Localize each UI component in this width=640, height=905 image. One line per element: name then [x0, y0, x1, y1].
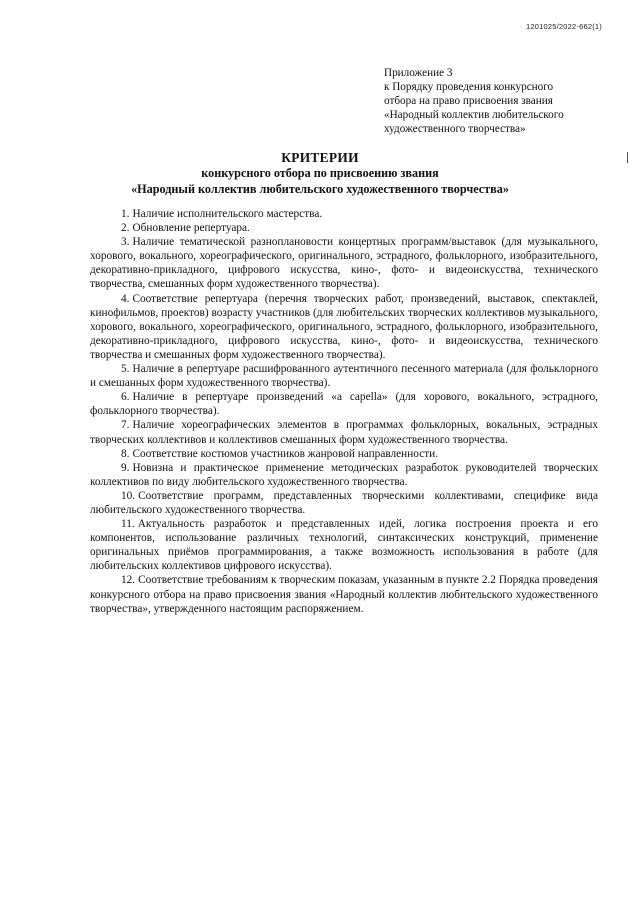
criterion-number: 9.	[121, 461, 130, 474]
criterion-text: Новизна и практическое применение методических разработок руководителей творческих коллективов по виду любительского художественного творчества.	[90, 461, 598, 488]
criterion-number: 6.	[121, 391, 130, 404]
appendix-line: художественного творчества»	[384, 123, 526, 136]
title-subheading-2: «Народный коллектив любительского художественного творчества»	[131, 181, 509, 196]
criterion-item	[90, 418, 598, 446]
criterion-item	[90, 517, 598, 573]
appendix-reference	[384, 66, 614, 136]
criterion-number: 5.	[121, 363, 130, 376]
criterion-text: Соответствие требованиям к творческим показам, указанным в пункте 2.2 Порядка проведения конкурсного отбора на право присвоения звания «Народный коллектив любительского художественного творчества», утвержденного настоящим распоряжением.	[90, 574, 598, 615]
criterion-item	[90, 489, 598, 517]
criterion-number: 7.	[121, 419, 130, 432]
criterion-text: Наличие хореографических элементов в программах фольклорных, вокальных, эстрадных творческих коллективов и коллективов смешанных форм художественного творчества.	[90, 419, 598, 446]
criterion-number: 12.	[121, 574, 136, 587]
title-heading: КРИТЕРИИ	[281, 150, 359, 165]
criterion-item	[90, 292, 598, 362]
criterion-item	[90, 461, 598, 489]
criteria-list	[90, 207, 598, 616]
appendix-line: Приложение 3	[384, 67, 453, 79]
criterion-item	[90, 207, 598, 221]
criterion-text: Наличие исполнительского мастерства.	[132, 208, 323, 220]
appendix-line: отбора на право присвоения звания	[384, 95, 553, 108]
criterion-number: 3.	[121, 236, 130, 249]
criterion-number: 1.	[121, 208, 130, 220]
criterion-number: 8.	[121, 447, 130, 460]
criterion-item	[90, 573, 598, 615]
criterion-text: Наличие тематической разноплановости концертных программ/выставок (для музыкального, хорового, вокального, хореографического, оригинального, эстрадного, фольклорного, изобразительного, декоративно-прикладного, цифрового искусства, кино-, фото- и видеоискусства, технического творчества, смешанных форм художественного творчества).	[90, 236, 598, 291]
document-registration-number: 1201025/2022-662(1)	[526, 22, 602, 31]
criterion-number: 2.	[121, 222, 130, 235]
criterion-number: 10.	[121, 489, 136, 502]
criterion-text: Соответствие программ, представленных творческими коллективами, специфике вида любительского художественного творчества.	[90, 489, 598, 516]
scan-edge-mark	[627, 152, 628, 163]
criterion-text: Соответствие костюмов участников жанровой направленности.	[132, 447, 439, 460]
criterion-text: Наличие в репертуаре произведений «a capella» (для хорового, вокального, эстрадного, фольклорного творчества).	[90, 391, 598, 418]
criterion-item	[90, 447, 598, 461]
criterion-item	[90, 362, 598, 390]
criterion-text: Обновление репертуара.	[132, 222, 250, 235]
appendix-line: «Народный коллектив любительского	[384, 109, 564, 122]
criterion-text: Наличие в репертуаре расшифрованного аутентичного песенного материала (для фольклорного и смешанных форм художественного творчества).	[90, 363, 598, 390]
criterion-number: 4.	[121, 292, 130, 305]
criterion-number: 11.	[121, 518, 135, 531]
appendix-line: к Порядку проведения конкурсного	[384, 81, 554, 94]
criterion-item	[90, 221, 598, 235]
criterion-item	[90, 235, 598, 291]
title-subheading-1: конкурсного отбора по присвоению звания	[201, 166, 439, 180]
document-title	[0, 150, 640, 197]
criterion-item	[90, 390, 598, 418]
criterion-text: Актуальность разработок и представленных идей, логика построения проекта и его компонентов, использование различных технологий, синтаксических конструкций, применение оригинальных приёмов программирования, а также возможность использования в работе (для любительских коллективов цифрового искусства).	[90, 518, 598, 573]
criterion-text: Соответствие репертуара (перечня творческих работ, произведений, выставок, спектаклей, кинофильмов, проектов) возрасту участников (для любительских творческих коллективов музыкального, хорового, вокального, хореографического, оригинального, эстрадного, фольклорного, изобразительного, декоративно-прикладного, цифрового искусства, кино-, фото- и видеоискусства, технического творчества и смешанных форм художественного творчества).	[90, 292, 598, 361]
